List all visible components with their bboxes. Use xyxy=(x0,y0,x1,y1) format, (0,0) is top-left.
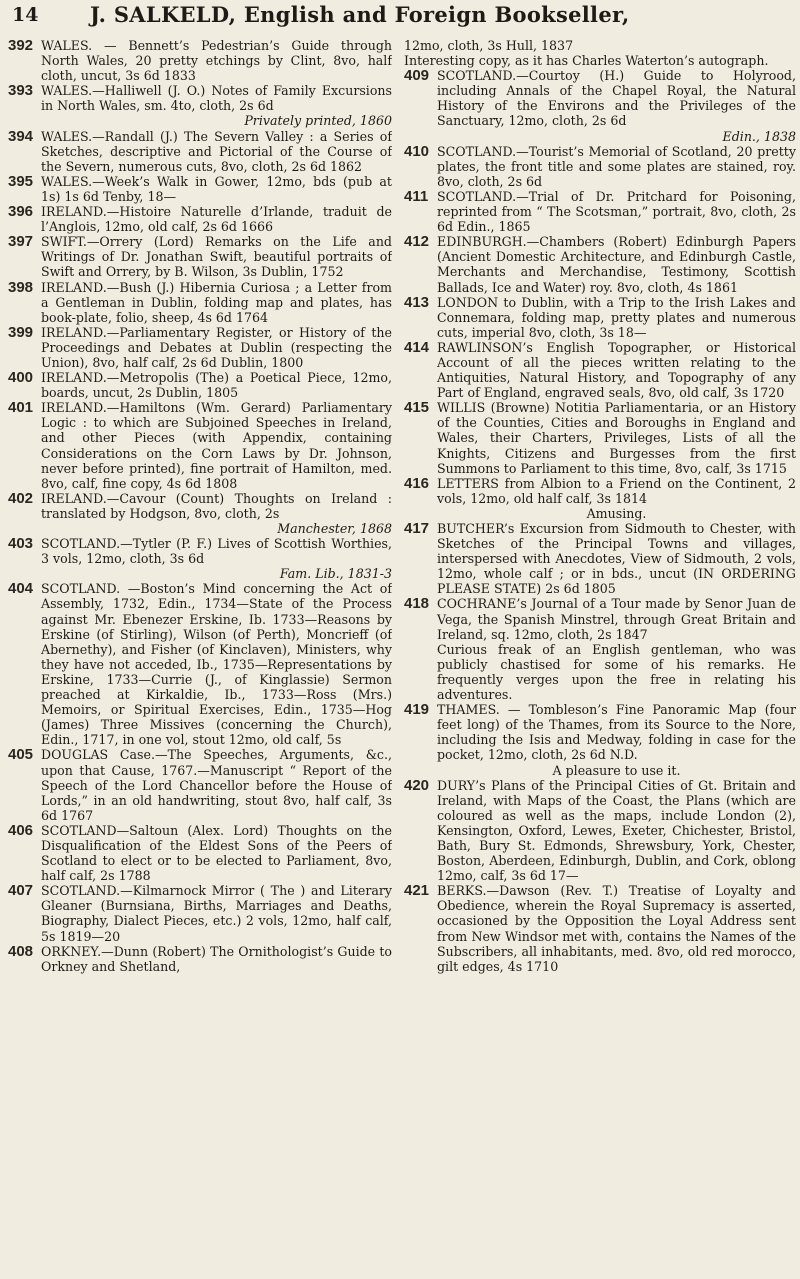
entry-text: IRELAND.—Histoire Naturelle d’Irlande, traduit de l’Anglois, 12mo, old calf, 2s 6d 1666 xyxy=(41,204,392,235)
catalogue-entry xyxy=(8,129,392,174)
catalogue-entry xyxy=(8,280,392,325)
catalogue-entry xyxy=(8,491,392,536)
entry-number: 417 xyxy=(404,520,430,537)
entry-number: 413 xyxy=(404,293,430,311)
catalogue-entry xyxy=(8,944,392,974)
catalogue-entry xyxy=(404,400,796,475)
catalogue-entry xyxy=(404,295,796,340)
entry-text: IRELAND.—Hamiltons (Wm. Gerard) Parliamentary Logic : to which are Subjoined Speeches in Ireland, and other Pieces (with Appendix, containing Considerations on the Corn Laws by Dr. Johnson, never before printed), fine portrait of Hamilton, med. 8vo, calf, fine copy, 4s 6d 1808 xyxy=(41,400,392,491)
entry-number: 404 xyxy=(8,580,34,598)
entry-number: 395 xyxy=(8,172,34,190)
entry-text: IRELAND.—Bush (J.) Hibernia Curiosa ; a Letter from a Gentleman in Dublin, folding map and plates, has book-plate, folio, sheep, 4s 6d 1764 xyxy=(41,279,392,325)
entry-number: 421 xyxy=(404,882,430,900)
entry-text: IRELAND.—Parliamentary Register, or History of the Proceedings and Debates at Dublin (respecting the Union), 8vo, half calf, 2s 6d Dublin, 1800 xyxy=(41,324,392,370)
entry-number: 407 xyxy=(8,882,34,900)
entry-number: 405 xyxy=(8,746,34,764)
catalogue-entry xyxy=(8,536,392,581)
catalogue-entry xyxy=(404,521,796,596)
entry-number: 393 xyxy=(8,82,34,100)
catalogue-entry xyxy=(8,234,392,279)
catalogue-entry xyxy=(404,883,796,974)
page-number: 14 xyxy=(12,4,39,26)
entry-number: 396 xyxy=(8,203,34,221)
page-header xyxy=(0,0,800,40)
catalogue-entry xyxy=(404,144,796,189)
entry-text: COCHRANE’s Journal of a Tour made by Senor Juan de Vega, the Spanish Minstrel, through Great Britain and Ireland, sq. 12mo, cloth, 2s 1847 xyxy=(437,596,796,642)
entry-number: 392 xyxy=(8,38,34,54)
catalogue-entry xyxy=(8,325,392,370)
entry-note: Amusing. xyxy=(586,505,647,521)
catalogue-entry xyxy=(8,823,392,883)
catalogue-entry xyxy=(8,400,392,491)
entry-text: SWIFT.—Orrery (Lord) Remarks on the Life and Writings of Dr. Jonathan Swift, beautiful portraits of Swift and Orrery, by B. Wilson, 3s Dublin, 1752 xyxy=(41,234,392,280)
catalogue-entry xyxy=(404,476,796,506)
catalogue-entry xyxy=(8,747,392,822)
entry-number: 408 xyxy=(8,942,34,960)
entry-number: 411 xyxy=(404,187,429,205)
catalogue-entry xyxy=(404,778,796,884)
catalogue-entry xyxy=(8,370,392,400)
continuation-note: Interesting copy, as it has Charles Waterton’s autograph. xyxy=(404,53,769,69)
entry-imprint: Privately printed, 1860 xyxy=(244,113,392,129)
entry-text: DOUGLAS Case.—The Speeches, Arguments, &c., upon that Cause, 1767.—Manuscript “ Report of the Speech of the Lord Chancellor before the House of Lords,” in an old handwriting, stout 8vo, half calf, 3s 6d 1767 xyxy=(41,747,392,823)
entry-text: LONDON to Dublin, with a Trip to the Irish Lakes and Connemara, folding map, pretty plates and numerous cuts, imperial 8vo, cloth, 3s 18— xyxy=(437,294,796,340)
catalogue-entry xyxy=(8,38,392,83)
entry-text: SCOTLAND—Saltoun (Alex. Lord) Thoughts on the Disqualification of the Eldest Sons of the Peers of Scotland to elect or to be elected to Parliament, 8vo, half calf, 2s 1788 xyxy=(41,822,392,884)
entry-text: WALES.—Randall (J.) The Severn Valley : a Series of Sketches, descriptive and Pictorial of the Course of the Severn, numerous cuts, 8vo, cloth, 2s 6d 1862 xyxy=(41,128,392,174)
catalogue-entry xyxy=(404,596,796,641)
entry-note: Curious freak of an English gentleman, who was publicly chastised for some of his remarks. He frequently verges upon the free in relating his adventures. xyxy=(437,641,796,703)
entry-number: 415 xyxy=(404,399,430,417)
continuation-line: 12mo, cloth, 3s Hull, 1837 xyxy=(404,38,574,53)
entry-number: 419 xyxy=(404,701,430,719)
entry-number: 406 xyxy=(8,821,34,839)
right-column xyxy=(404,38,796,1268)
entry-text: WILLIS (Browne) Notitia Parliamentaria, or an History of the Counties, Cities and Boroughs in England and Wales, their Charters, Privileges, Lists of all the Knights, Citizens and Burgesses from the first Summons to Parliament to this time, 8vo, calf, 3s 1715 xyxy=(437,400,796,476)
catalogue-entry xyxy=(404,189,796,234)
entry-imprint: Edin., 1838 xyxy=(722,128,796,144)
entry-number: 414 xyxy=(404,338,430,356)
entry-text: SCOTLAND.—Courtoy (H.) Guide to Holyrood, including Annals of the Chapel Royal, the Natural History of the Environs and the Privileges of the Sanctuary, 12mo, cloth, 2s 6d xyxy=(437,68,796,129)
catalogue-entry xyxy=(8,204,392,234)
entry-text: IRELAND.—Cavour (Count) Thoughts on Ireland : translated by Hodgson, 8vo, cloth, 2s xyxy=(41,490,392,521)
entry-number: 400 xyxy=(8,369,34,387)
catalogue-entry xyxy=(404,234,796,294)
entry-text: WALES.—Week’s Walk in Gower, 12mo, bds (pub at 1s) 1s 6d Tenby, 18— xyxy=(41,173,392,204)
entry-text: SCOTLAND.—Tourist’s Memorial of Scotland, 20 pretty plates, the front title and some plates are stained, roy. 8vo, cloth, 2s 6d xyxy=(437,143,796,189)
entry-text: WALES. — Bennett’s Pedestrian’s Guide through North Wales, 20 pretty etchings by Clint, 8vo, half cloth, uncut, 3s 6d 1833 xyxy=(41,38,392,84)
catalogue-entry xyxy=(8,83,392,128)
entry-number: 409 xyxy=(404,67,430,85)
entry-text: LETTERS from Albion to a Friend on the Continent, 2 vols, 12mo, old half calf, 3s 1814 xyxy=(437,475,796,506)
catalogue-entry xyxy=(8,174,392,204)
entry-imprint: Manchester, 1868 xyxy=(277,521,392,536)
entry-text: THAMES. — Tombleson’s Fine Panoramic Map (four feet long) of the Thames, from its Source to the Nore, including the Isis and Medway, folding in case for the pocket, 12mo, cloth, 2s 6d N.D. xyxy=(437,702,796,763)
entry-number: 398 xyxy=(8,278,34,296)
running-title: J. SALKELD, English and Foreign Bookseller, xyxy=(90,2,630,27)
entry-text: DURY’s Plans of the Principal Cities of Gt. Britain and Ireland, with Maps of the Coast, the Plans (which are coloured as well as the maps, include London (2), Kensington, Oxford, Lewes, Exeter, Chichester, Bristol, Bath, Bury St. Edmonds, Shrewsbury, York, Chester, Boston, Aberdeen, Edinburgh, Dublin, and Cork, oblong 12mo, calf, 3s 6d 17— xyxy=(437,777,796,884)
catalogue-entry xyxy=(404,340,796,400)
entry-number: 397 xyxy=(8,233,34,251)
entry-number: 394 xyxy=(8,127,34,145)
entry-text: EDINBURGH.—Chambers (Robert) Edinburgh Papers (Ancient Domestic Architecture, and Edinburgh Castle, Merchants and Merchandise, Testimony, Scottish Ballads, Ice and Water) roy. 8vo, cloth, 4s 1861 xyxy=(437,234,796,295)
catalogue-entry xyxy=(8,883,392,943)
entry-text: RAWLINSON’s English Topographer, or Historical Account of all the pieces written relating to the Antiquities, Natural History, and Topography of any Part of England, engraved seals, 8vo, old calf, 3s 1720 xyxy=(437,339,796,401)
entry-number: 420 xyxy=(404,776,430,794)
entry-note: A pleasure to use it. xyxy=(552,762,681,778)
entry-imprint: Fam. Lib., 1831-3 xyxy=(279,566,392,582)
entry-text: BERKS.—Dawson (Rev. T.) Treatise of Loyalty and Obedience, wherein the Royal Supremacy is asserted, occasioned by the Opposition the Loyal Address sent from New Windsor met with, contains the Names of the Subscribers, all inhabitants, med. 8vo, old red morocco, gilt edges, 4s 1710 xyxy=(437,883,796,974)
left-column xyxy=(8,38,392,1268)
entry-number: 410 xyxy=(404,142,430,160)
entry-number: 401 xyxy=(8,399,34,417)
entry-number: 418 xyxy=(404,595,430,613)
entry-text: WALES.—Halliwell (J. O.) Notes of Family Excursions in North Wales, sm. 4to, cloth, 2s 6d xyxy=(41,83,392,114)
entry-number: 402 xyxy=(8,489,34,507)
entry-text: SCOTLAND.—Tytler (P. F.) Lives of Scottish Worthies, 3 vols, 12mo, cloth, 3s 6d xyxy=(41,536,392,567)
entry-text: BUTCHER’s Excursion from Sidmouth to Chester, with Sketches of the Principal Towns and villages, interspersed with Anecdotes, View of Sidmouth, 2 vols, 12mo, whole calf ; or in bds., uncut (IN ORDERING PLEASE STATE) 2s 6d 1805 xyxy=(437,521,796,597)
entry-text: IRELAND.—Metropolis (The) a Poetical Piece, 12mo, boards, uncut, 2s Dublin, 1805 xyxy=(41,370,392,401)
entry-number: 416 xyxy=(404,474,430,492)
entry-number: 412 xyxy=(404,233,430,251)
catalogue-entry xyxy=(8,581,392,747)
entry-text: SCOTLAND. —Boston’s Mind concerning the Act of Assembly, 1732, Edin., 1734—State of the Process against Mr. Ebenezer Erskine, Ib. 1733—Reasons by Erskine (of Stirling), Wilson (of Perth), Moncrieff (of Abernethy), and Fisher (of Kinclaven), Ministers, why they have not acceded, Ib., 1735—Representations by Erskine, 1733—Currie (J., of Kinglassie) Sermon preached at Kirkaldie, Ib., 1733—Ross (Mrs.) Memoirs, or Spiritual Exercises, Edin., 1735—Hog (James) Three Missives (concerning the Church), Edin., 1717, in one vol, stout 12mo, old calf, 5s xyxy=(41,581,392,748)
entry-text: SCOTLAND.—Trial of Dr. Pritchard for Poisoning, reprinted from “ The Scotsman,” portrait, 8vo, cloth, 2s 6d Edin., 1865 xyxy=(437,188,796,235)
catalogue-entry xyxy=(404,68,796,143)
entry-number: 403 xyxy=(8,535,34,553)
entry-text: ORKNEY.—Dunn (Robert) The Ornithologist’s Guide to Orkney and Shetland, xyxy=(41,943,392,974)
catalogue-entry xyxy=(404,702,796,762)
entry-number: 399 xyxy=(8,323,34,341)
entry-text: SCOTLAND.—Kilmarnock Mirror ( The ) and Literary Gleaner (Burnsiana, Births, Marriages and Deaths, Biography, Dialect Pieces, etc.) 2 vols, 12mo, half calf, 5s 1819—20 xyxy=(41,883,392,944)
